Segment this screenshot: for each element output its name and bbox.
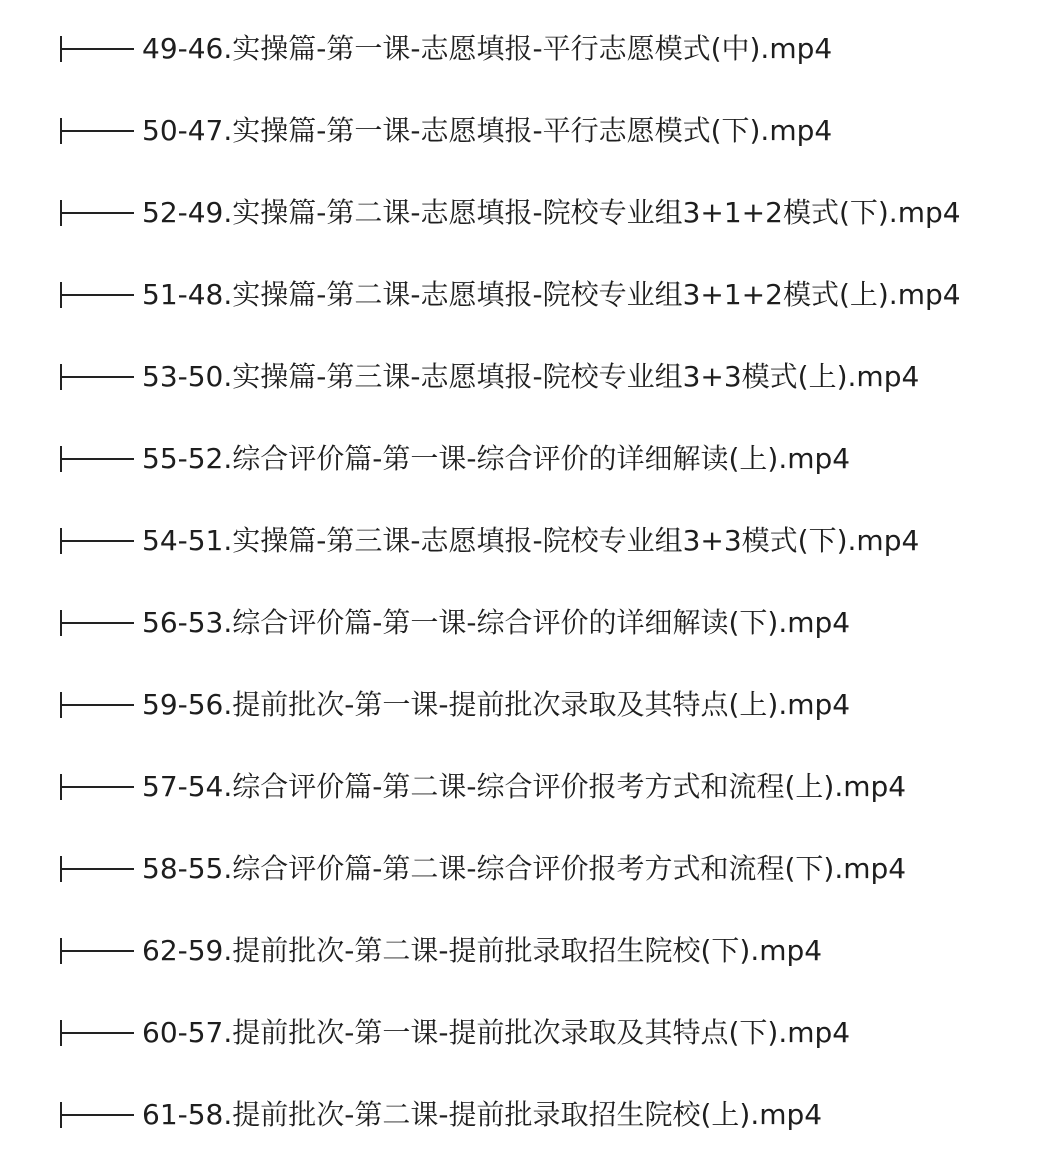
tree-branch-connector — [58, 364, 134, 390]
tree-branch-connector — [58, 528, 134, 554]
file-name: 58-55.综合评价篇-第二课-综合评价报考方式和流程(下).mp4 — [142, 852, 907, 885]
tree-branch-connector — [58, 1020, 134, 1046]
file-list-item[interactable] — [58, 275, 1048, 315]
file-name: 62-59.提前批次-第二课-提前批录取招生院校(下).mp4 — [142, 934, 823, 967]
file-list-item[interactable] — [58, 29, 1048, 69]
tree-branch-connector — [58, 118, 134, 144]
tree-branch-connector — [58, 446, 134, 472]
file-name: 52-49.实操篇-第二课-志愿填报-院校专业组3+1+2模式(下).mp4 — [142, 196, 961, 229]
file-list-item[interactable] — [58, 685, 1048, 725]
file-name: 61-58.提前批次-第二课-提前批录取招生院校(上).mp4 — [142, 1098, 823, 1131]
file-name: 60-57.提前批次-第一课-提前批次录取及其特点(下).mp4 — [142, 1016, 851, 1049]
file-name: 51-48.实操篇-第二课-志愿填报-院校专业组3+1+2模式(上).mp4 — [142, 278, 961, 311]
file-name: 50-47.实操篇-第一课-志愿填报-平行志愿模式(下).mp4 — [142, 114, 833, 147]
tree-branch-connector — [58, 938, 134, 964]
tree-branch-connector — [58, 774, 134, 800]
tree-branch-connector — [58, 856, 134, 882]
tree-branch-connector — [58, 610, 134, 636]
file-name: 53-50.实操篇-第三课-志愿填报-院校专业组3+3模式(上).mp4 — [142, 360, 920, 393]
file-list-item[interactable] — [58, 931, 1048, 971]
file-list-item[interactable] — [58, 849, 1048, 889]
file-name: 59-56.提前批次-第一课-提前批次录取及其特点(上).mp4 — [142, 688, 851, 721]
tree-branch-connector — [58, 282, 134, 308]
tree-branch-connector — [58, 200, 134, 226]
file-list-item[interactable] — [58, 603, 1048, 643]
tree-branch-connector — [58, 1102, 134, 1128]
file-list-item[interactable] — [58, 439, 1048, 479]
file-list-item[interactable] — [58, 1095, 1048, 1135]
file-list-item[interactable] — [58, 111, 1048, 151]
file-name: 56-53.综合评价篇-第一课-综合评价的详细解读(下).mp4 — [142, 606, 851, 639]
file-list-item[interactable] — [58, 767, 1048, 807]
tree-branch-connector — [58, 692, 134, 718]
file-list-item[interactable] — [58, 1013, 1048, 1053]
file-name: 55-52.综合评价篇-第一课-综合评价的详细解读(上).mp4 — [142, 442, 851, 475]
file-list-item[interactable] — [58, 521, 1048, 561]
file-name: 54-51.实操篇-第三课-志愿填报-院校专业组3+3模式(下).mp4 — [142, 524, 920, 557]
tree-branch-connector — [58, 36, 134, 62]
file-name: 49-46.实操篇-第一课-志愿填报-平行志愿模式(中).mp4 — [142, 32, 833, 65]
file-name: 57-54.综合评价篇-第二课-综合评价报考方式和流程(上).mp4 — [142, 770, 907, 803]
file-list-item[interactable] — [58, 193, 1048, 233]
file-list-item[interactable] — [58, 357, 1048, 397]
